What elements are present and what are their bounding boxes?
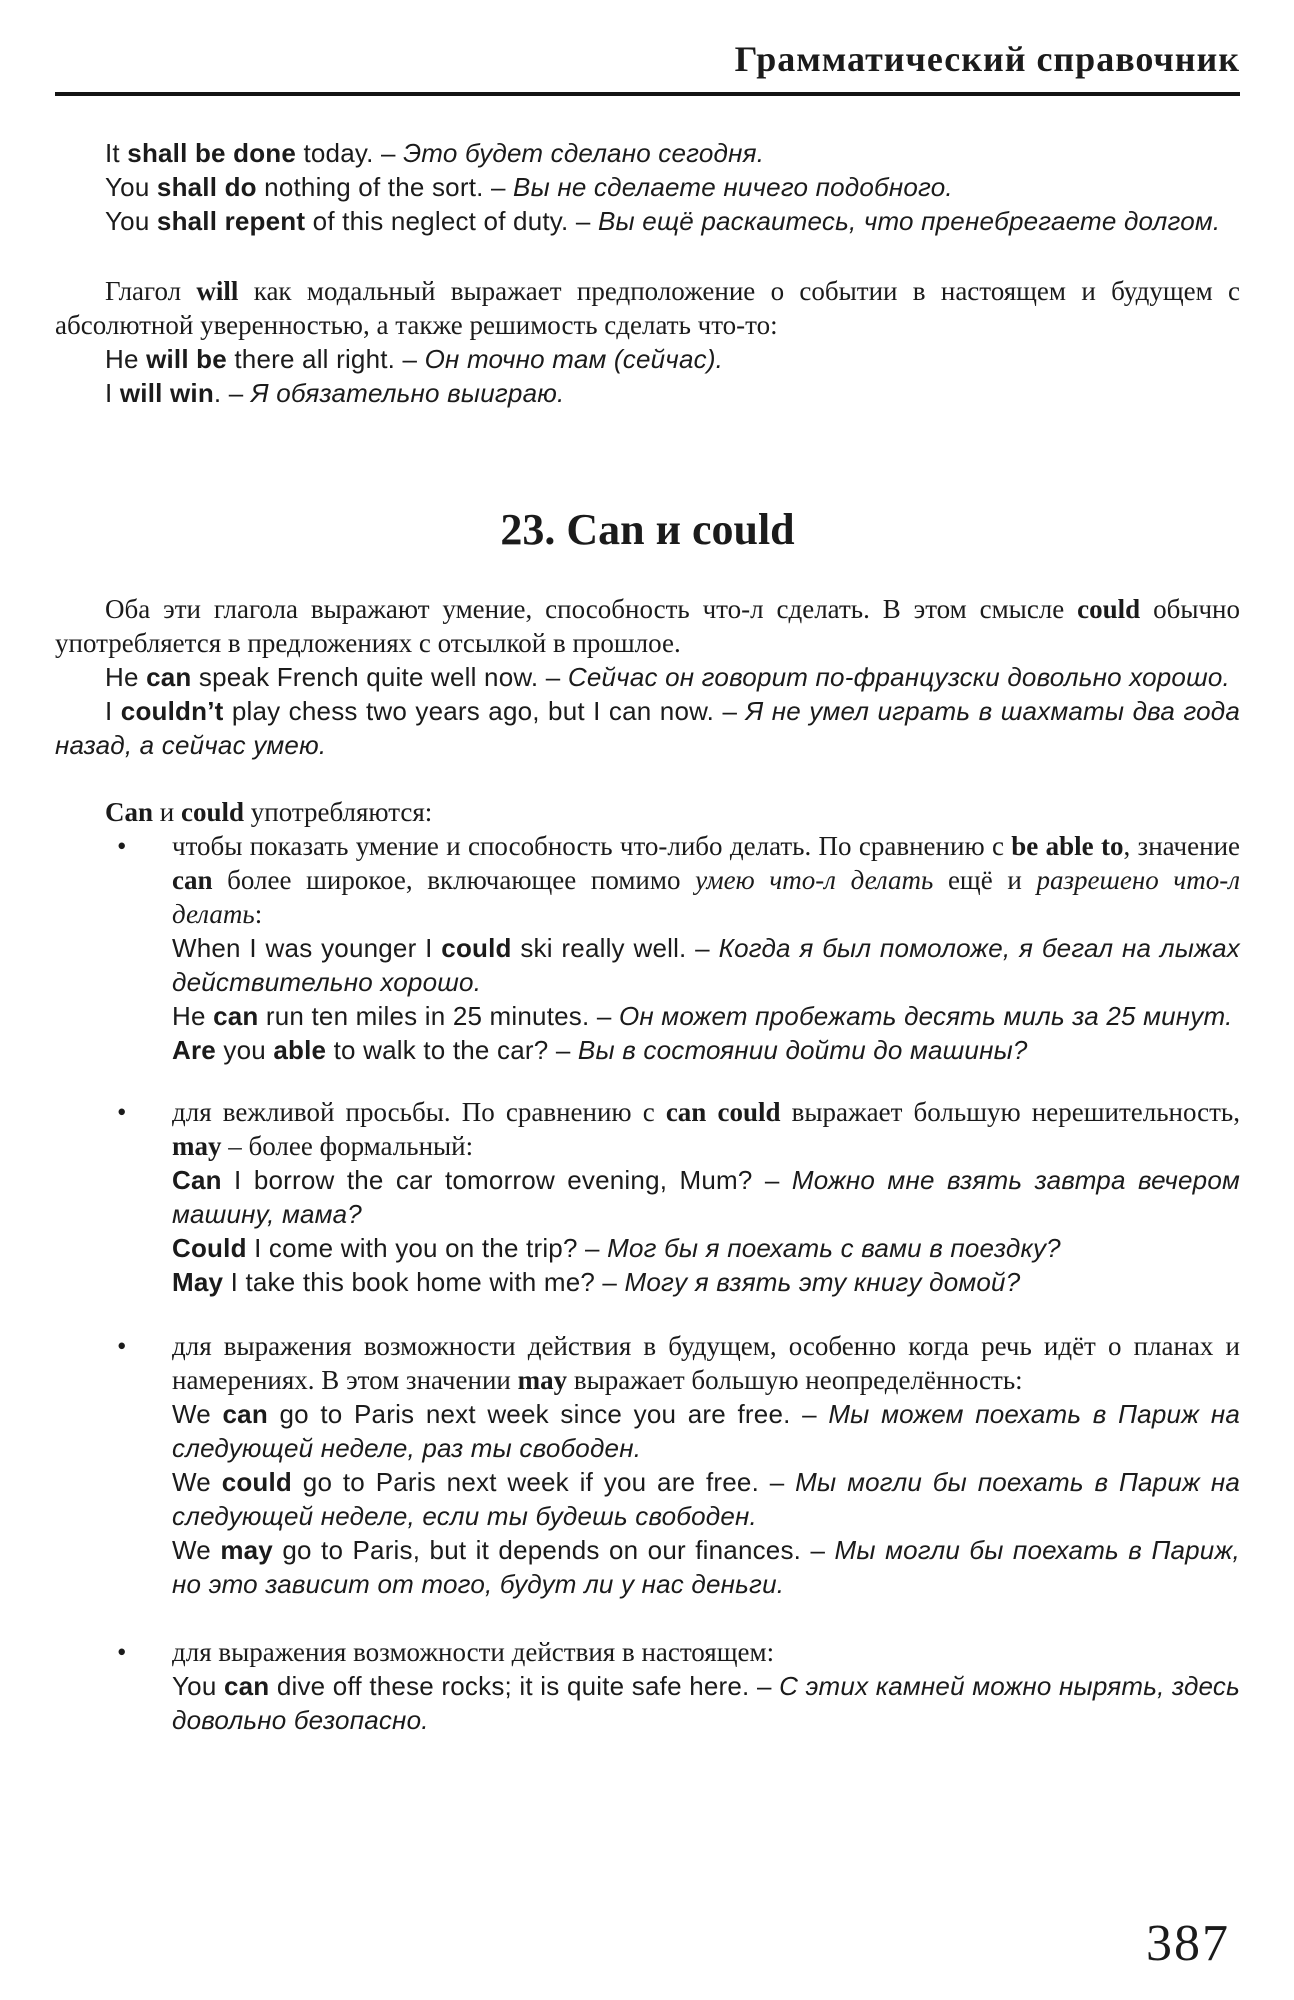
text-segment: can	[213, 1001, 259, 1031]
text-segment: ski really well. –	[511, 933, 719, 963]
text-segment: I take this book home with me? –	[223, 1267, 625, 1297]
page-number: 387	[1146, 1915, 1230, 1972]
text-segment: go to Paris next week since you are free. –	[267, 1399, 829, 1429]
text-segment: Это будет сделано сегодня.	[403, 138, 765, 168]
text-segment: Мы можем поехать в Париж на следующей неделе, раз ты свободен.	[172, 1399, 1240, 1463]
text-segment: can	[223, 1671, 270, 1701]
text-segment: there all right. –	[226, 344, 425, 374]
text-segment: I come with you on the trip? –	[246, 1233, 608, 1263]
text-segment: You	[105, 206, 157, 236]
text-segment: couldn’t	[120, 696, 224, 726]
header-rule	[55, 92, 1240, 96]
text-segment: – более формальный:	[221, 1131, 474, 1161]
text-segment: Сейчас он говорит по-французски довольно хорошо.	[567, 662, 1230, 692]
text-segment: We	[172, 1467, 222, 1497]
running-header: Грамматический справочник	[734, 39, 1240, 79]
text-segment: как модальный выражает предположение о событии в настоящем и будущем с абсолютной уверенностью, а также решимость сделать что-то:	[55, 276, 1241, 340]
text-segment: He	[105, 662, 147, 692]
text-segment: Вы в состоянии дойти до машины?	[577, 1035, 1028, 1065]
text-segment: We	[172, 1399, 223, 1429]
body-paragraph	[55, 795, 1240, 829]
section-heading: 23. Can и could	[500, 505, 795, 554]
bullet-body	[172, 1329, 1240, 1601]
text-segment: can	[172, 865, 213, 895]
bullet-item	[55, 1635, 1240, 1737]
text-segment: to walk to the car? –	[326, 1035, 578, 1065]
text-segment: You	[105, 172, 157, 202]
bullet-text	[172, 1095, 1240, 1163]
example-line	[172, 1533, 1240, 1601]
text-segment: It	[105, 138, 128, 168]
text-segment: nothing of the sort. –	[256, 172, 514, 202]
text-segment: When I was younger I	[172, 933, 442, 963]
bullet-item	[55, 829, 1240, 1067]
text-segment: He	[172, 1001, 214, 1031]
text-segment: умею что-л делать	[695, 865, 934, 895]
bullet-body	[172, 829, 1240, 1067]
text-segment: will win	[119, 378, 214, 408]
example-line	[55, 660, 1240, 694]
text-segment: :	[254, 899, 263, 929]
text-segment: Вы ещё раскаитесь, что пренебрегаете долгом.	[597, 206, 1221, 236]
text-segment: Can	[172, 1165, 222, 1195]
text-segment: Оба эти глагола выражают умение, способность что-л сделать. В этом смысле	[105, 594, 1078, 624]
example-line	[172, 1033, 1240, 1067]
text-segment: May	[172, 1267, 224, 1297]
text-segment: may	[517, 1365, 568, 1395]
text-segment: более широкое, включающее помимо	[212, 865, 696, 895]
example-line	[55, 170, 1240, 204]
text-segment: для вежливой просьбы. По сравнению с	[172, 1097, 666, 1127]
body-paragraph	[55, 592, 1240, 660]
example-line	[172, 1397, 1240, 1465]
example-line	[55, 342, 1240, 376]
text-segment: you	[215, 1035, 274, 1065]
text-segment: shall repent	[156, 206, 306, 236]
text-segment: Вы не сделаете ничего подобного.	[513, 172, 953, 202]
text-segment: для выражения возможности действия в будущем, особенно когда речь идёт о планах и намерениях. В этом значении	[172, 1331, 1240, 1395]
bullet-icon: •	[117, 1637, 127, 1667]
text-segment: may	[220, 1535, 273, 1565]
bullet-text	[172, 1635, 1240, 1669]
text-segment: today. –	[296, 138, 404, 168]
example-line	[172, 999, 1240, 1033]
example-line	[172, 1465, 1240, 1533]
text-segment: Мог бы я поехать с вами в поездку?	[607, 1233, 1061, 1263]
text-segment: could	[1077, 594, 1141, 624]
text-segment: could	[221, 1467, 293, 1497]
example-line	[55, 204, 1240, 238]
bullet-item	[55, 1329, 1240, 1601]
text-segment: can could	[665, 1097, 781, 1127]
text-segment: shall be done	[127, 138, 297, 168]
text-segment: Я не умел играть в шахматы два года назад, а сейчас умею.	[55, 696, 1240, 760]
text-segment: Мы могли бы поехать в Париж на следующей неделе, если ты будешь свободен.	[172, 1467, 1240, 1531]
text-segment: употребляются:	[244, 797, 433, 827]
text-segment: can	[146, 662, 192, 692]
text-segment: обычно употребляется в предложениях с отсылкой в прошлое.	[55, 594, 1240, 658]
text-segment: , значение	[1123, 831, 1241, 861]
text-segment: Can	[105, 797, 154, 827]
text-segment: You	[172, 1671, 224, 1701]
text-segment: be able to	[1011, 831, 1124, 861]
bullet-icon: •	[117, 831, 127, 861]
text-segment: Можно мне взять завтра вечером машину, мама?	[172, 1165, 1241, 1229]
example-line	[172, 1265, 1240, 1299]
bullet-icon: •	[117, 1331, 127, 1361]
text-segment: и	[153, 797, 181, 827]
text-segment: go to Paris next week if you are free. –	[292, 1467, 796, 1497]
text-segment: ещё и	[933, 865, 1037, 895]
text-segment: shall do	[156, 172, 257, 202]
example-line	[172, 1669, 1240, 1737]
text-segment: may	[172, 1131, 222, 1161]
text-segment: Он точно там (сейчас).	[424, 344, 724, 374]
text-segment: of this neglect of duty. –	[305, 206, 598, 236]
text-segment: play chess two years ago, but I can now. –	[223, 696, 746, 726]
example-line	[55, 136, 1240, 170]
text-segment: выражает большую нерешительность,	[780, 1097, 1240, 1127]
text-segment: Are	[172, 1035, 216, 1065]
text-segment: С этих камней можно нырять, здесь довольно безопасно.	[172, 1671, 1240, 1735]
text-segment: . –	[213, 378, 251, 408]
text-segment: go to Paris, but it depends on our finances. –	[272, 1535, 835, 1565]
text-segment: выражает большую неопределённость:	[567, 1365, 1023, 1395]
text-segment: Могу я взять эту книгу домой?	[624, 1267, 1021, 1297]
body-paragraph	[55, 274, 1240, 342]
text-segment: разрешено что-л делать	[172, 865, 1240, 929]
text-segment: He	[105, 344, 147, 374]
bullet-body	[172, 1635, 1240, 1737]
text-segment: will be	[146, 344, 227, 374]
text-segment: could	[441, 933, 512, 963]
text-segment: Глагол	[105, 276, 197, 306]
example-line	[55, 376, 1240, 410]
example-line	[172, 931, 1240, 999]
text-segment: I borrow the car tomorrow evening, Mum? –	[221, 1165, 792, 1195]
bullet-text	[172, 1329, 1240, 1397]
text-segment: Он может пробежать десять миль за 25 минут.	[618, 1001, 1233, 1031]
example-line	[55, 694, 1240, 762]
text-segment: could	[180, 797, 244, 827]
text-segment: will	[196, 276, 239, 306]
text-segment: dive off these rocks; it is quite safe here. –	[269, 1671, 780, 1701]
text-segment: Я обязательно выиграю.	[250, 378, 565, 408]
text-segment: We	[172, 1535, 221, 1565]
text-segment: I	[105, 696, 121, 726]
text-segment: I	[105, 378, 120, 408]
text-segment: чтобы показать умение и способность что-либо делать. По сравнению с	[172, 831, 1012, 861]
text-segment: can	[222, 1399, 268, 1429]
text-segment: для выражения возможности действия в настоящем:	[172, 1637, 775, 1667]
text-segment: able	[273, 1035, 327, 1065]
text-segment: Could	[172, 1233, 247, 1263]
text-segment: speak French quite well now. –	[191, 662, 568, 692]
example-line	[172, 1163, 1240, 1231]
text-segment: Когда я был помоложе, я бегал на лыжах действительно хорошо.	[172, 933, 1241, 997]
bullet-body	[172, 1095, 1240, 1299]
text-segment: Мы могли бы поехать в Париж, но это зависит от того, будут ли у нас деньги.	[172, 1535, 1240, 1599]
bullet-item	[55, 1095, 1240, 1299]
example-line	[172, 1231, 1240, 1265]
bullet-icon: •	[117, 1097, 127, 1127]
text-segment: run ten miles in 25 minutes. –	[258, 1001, 619, 1031]
bullet-text	[172, 829, 1240, 931]
